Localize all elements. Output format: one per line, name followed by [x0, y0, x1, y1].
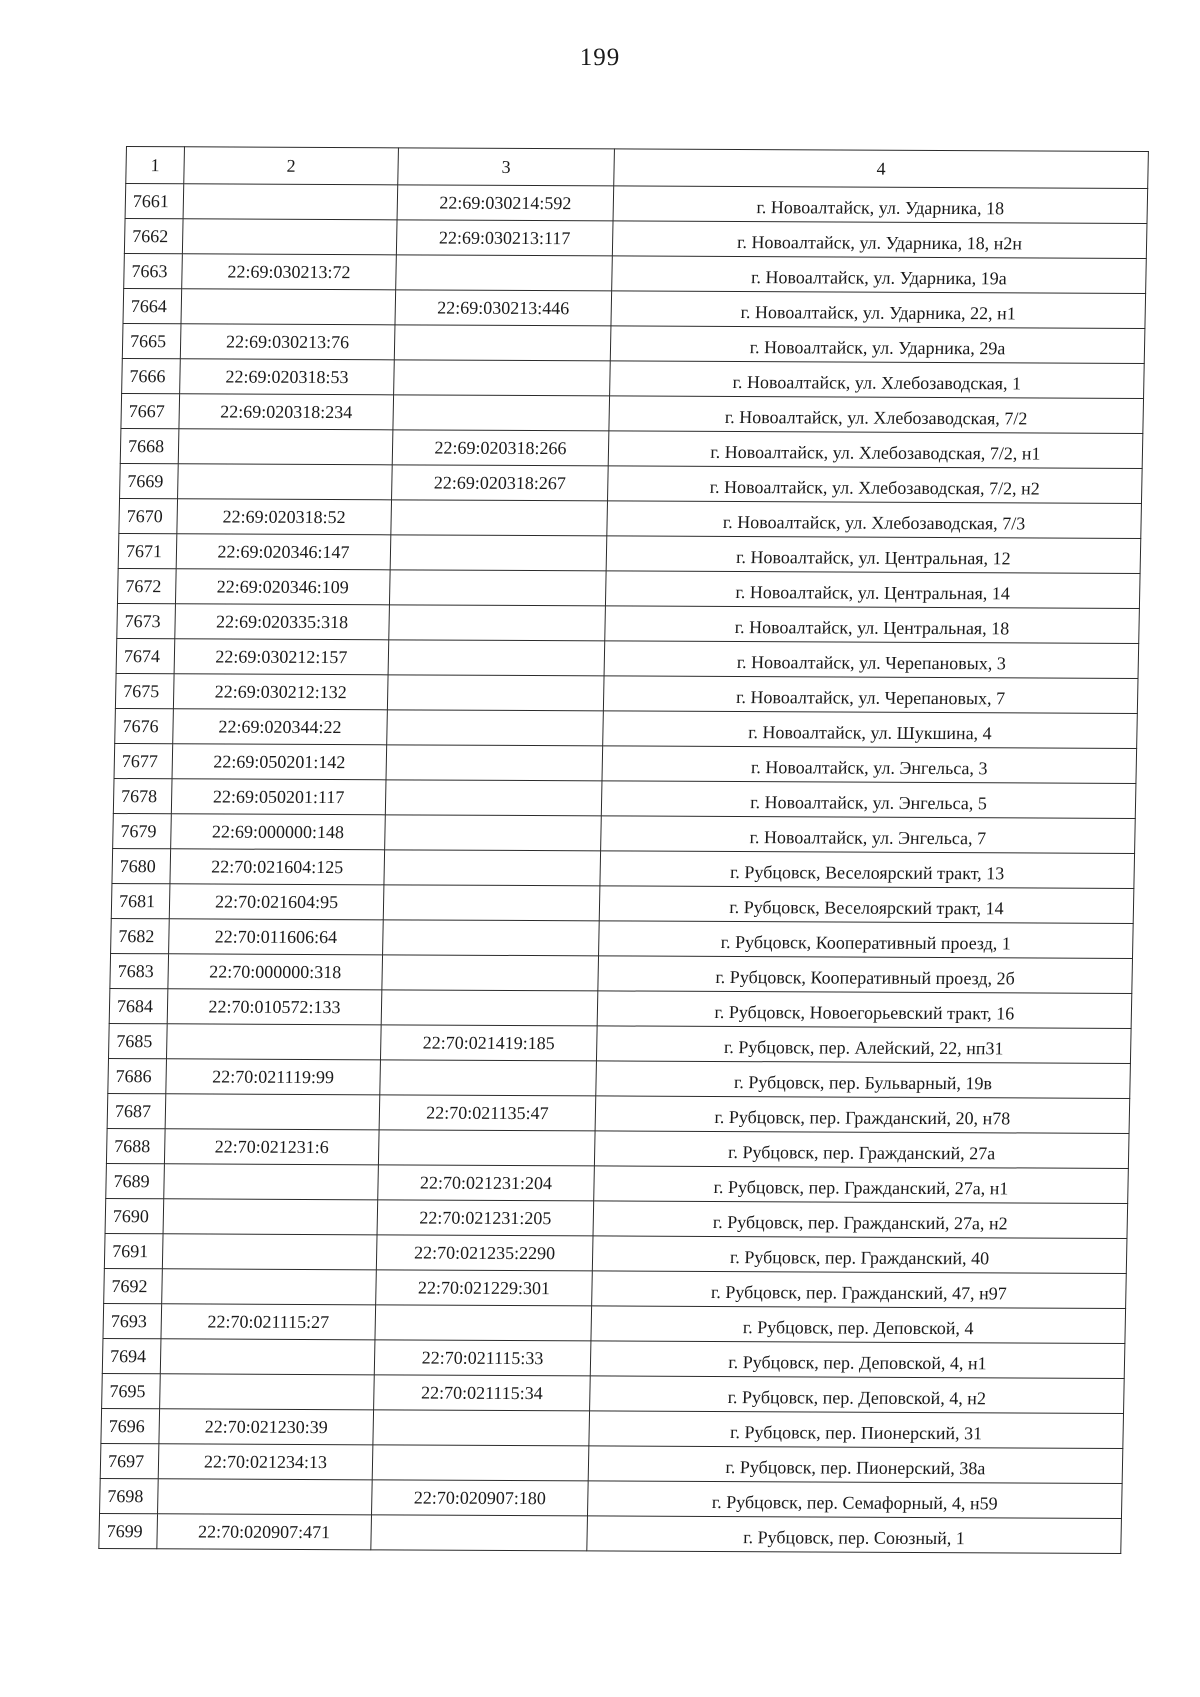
table-row [115, 673, 1138, 713]
address-cell: г. Новоалтайск, ул. Хлебозаводская, 7/3 [607, 501, 1142, 539]
cadastral-number-col2-cell: 22:69:030212:157 [174, 639, 389, 675]
address-cell: г. Новоалтайск, ул. Ударника, 18, н2н [612, 221, 1147, 259]
cadastral-number-col2-cell [178, 464, 393, 500]
row-number-cell: 7680 [112, 848, 171, 883]
cadastral-number-col2-cell: 22:70:021231:6 [164, 1129, 379, 1165]
address-cell: г. Рубцовск, пер. Пионерский, 31 [589, 1411, 1124, 1449]
cadastral-number-col3-cell [383, 885, 600, 921]
cadastral-number-col2-cell: 22:70:021119:99 [166, 1059, 381, 1095]
table-row [104, 1268, 1127, 1308]
cadastral-number-col3-cell: 22:70:021115:33 [374, 1340, 591, 1376]
address-cell: г. Новоалтайск, ул. Ударника, 19а [612, 256, 1147, 294]
cadastral-number-col3-cell [373, 1410, 590, 1446]
table-row [104, 1233, 1127, 1273]
cadastral-number-col3-cell [390, 535, 607, 571]
table-row [117, 603, 1140, 643]
table-row [109, 988, 1132, 1028]
table-row [111, 883, 1134, 923]
row-number-cell: 7670 [119, 498, 178, 533]
address-cell: г. Рубцовск, Веселоярский тракт, 13 [600, 851, 1135, 889]
cadastral-number-col3-cell [396, 255, 613, 291]
cadastral-number-col3-cell: 22:70:021135:47 [379, 1095, 596, 1131]
cadastral-number-col2-cell [163, 1199, 378, 1235]
row-number-cell: 7672 [117, 568, 176, 603]
cadastral-number-col3-cell [388, 640, 605, 676]
cadastral-number-col3-cell [385, 780, 602, 816]
address-cell: г. Новоалтайск, ул. Хлебозаводская, 7/2, н1 [608, 431, 1143, 469]
row-number-cell: 7687 [107, 1093, 166, 1128]
cadastral-number-col2-cell: 22:69:020335:318 [175, 604, 390, 640]
table-row [100, 1443, 1123, 1483]
address-cell: г. Рубцовск, Новоегорьевский тракт, 16 [597, 991, 1132, 1029]
cadastral-number-col3-cell [380, 1060, 597, 1096]
address-cell: г. Рубцовск, пер. Гражданский, 27а [594, 1131, 1129, 1169]
cadastral-number-col2-cell: 22:69:020318:234 [179, 394, 394, 430]
row-number-cell: 7681 [111, 883, 170, 918]
row-number-cell: 7674 [116, 638, 175, 673]
cadastral-number-col3-cell [387, 710, 604, 746]
row-number-cell: 7685 [109, 1023, 168, 1058]
table-row [100, 1478, 1123, 1518]
address-cell: г. Новоалтайск, ул. Хлебозаводская, 7/2 [609, 396, 1144, 434]
table-row [121, 393, 1144, 433]
table-row [106, 1163, 1129, 1203]
row-number-cell: 7684 [109, 988, 168, 1023]
cadastral-number-col3-cell [391, 500, 608, 536]
cadastral-number-col3-cell: 22:69:030213:117 [396, 220, 613, 256]
address-cell: г. Новоалтайск, ул. Энгельса, 7 [601, 816, 1136, 854]
address-cell: г. Рубцовск, пер. Бульварный, 19в [596, 1061, 1131, 1099]
cadastral-number-col2-cell [160, 1339, 375, 1375]
address-cell: г. Новоалтайск, ул. Черепановых, 3 [604, 641, 1139, 679]
table-row [123, 289, 1146, 329]
table-row [111, 918, 1134, 958]
cadastral-number-col3-cell: 22:70:020907:180 [372, 1480, 589, 1516]
row-number-cell: 7688 [106, 1128, 165, 1163]
cadastral-number-col3-cell [381, 990, 598, 1026]
cadastral-number-col2-cell: 22:70:021230:39 [159, 1409, 374, 1445]
row-number-cell: 7683 [110, 953, 169, 988]
cadastral-number-col2-cell: 22:69:030212:132 [173, 674, 388, 710]
table-row [113, 813, 1136, 853]
row-number-cell: 7697 [100, 1443, 159, 1478]
cadastral-number-col2-cell: 22:69:000000:148 [171, 814, 386, 850]
row-number-cell: 7682 [111, 918, 170, 953]
table-row [125, 184, 1148, 224]
cadastral-number-col3-cell [382, 955, 599, 991]
cadastral-number-col2-cell: 22:69:020318:53 [180, 359, 395, 395]
cadastral-number-col3-cell [383, 920, 600, 956]
cadastral-number-col2-cell [183, 184, 398, 220]
cadastral-number-col2-cell: 22:70:010572:133 [167, 989, 382, 1025]
cadastral-number-col3-cell: 22:70:021235:2290 [376, 1235, 593, 1271]
row-number-cell: 7675 [115, 673, 174, 708]
table-row [118, 533, 1141, 573]
address-cell: г. Рубцовск, пер. Деповской, 4, н2 [590, 1376, 1125, 1414]
cadastral-number-col3-cell [375, 1305, 592, 1341]
address-cell: г. Новоалтайск, ул. Центральная, 18 [605, 606, 1140, 644]
cadastral-number-col3-cell [393, 395, 610, 431]
row-number-cell: 7689 [106, 1163, 165, 1198]
cadastral-number-col3-cell [385, 815, 602, 851]
page-number: 199 [579, 44, 621, 71]
cadastral-number-col2-cell: 22:69:050201:142 [172, 744, 387, 780]
cadastral-number-col2-cell [181, 289, 396, 325]
cadastral-number-col3-cell: 22:69:030214:592 [397, 185, 614, 221]
address-cell: г. Рубцовск, пер. Гражданский, 20, н78 [595, 1096, 1130, 1134]
table-header [126, 147, 1149, 189]
row-number-cell: 7662 [124, 219, 183, 254]
address-cell: г. Рубцовск, пер. Гражданский, 27а, н2 [593, 1201, 1128, 1239]
address-cell: г. Рубцовск, пер. Деповской, 4, н1 [590, 1341, 1125, 1379]
cadastral-number-col2-cell: 22:70:000000:318 [168, 954, 383, 990]
table-row [101, 1408, 1124, 1448]
row-number-cell: 7696 [101, 1408, 160, 1443]
table-row [102, 1373, 1125, 1413]
registry-table [98, 146, 1149, 1554]
row-number-cell: 7673 [117, 603, 176, 638]
cadastral-number-col2-cell: 22:70:021604:95 [169, 884, 384, 920]
address-cell: г. Рубцовск, Кооперативный проезд, 1 [599, 921, 1134, 959]
cadastral-number-col3-cell [386, 745, 603, 781]
cadastral-number-col2-cell [178, 429, 393, 465]
row-number-cell: 7699 [99, 1513, 158, 1548]
cadastral-number-col3-cell [394, 360, 611, 396]
table-row [103, 1303, 1126, 1343]
table-row [124, 219, 1147, 259]
address-cell: г. Новоалтайск, ул. Хлебозаводская, 7/2, н2 [608, 466, 1143, 504]
cadastral-number-col2-cell [166, 1024, 381, 1060]
address-cell: г. Рубцовск, пер. Гражданский, 40 [592, 1236, 1127, 1274]
header-col-2: 2 [184, 147, 399, 185]
row-number-cell: 7671 [118, 533, 177, 568]
row-number-cell: 7678 [113, 778, 172, 813]
address-cell: г. Новоалтайск, ул. Энгельса, 3 [602, 746, 1137, 784]
table-row [108, 1058, 1131, 1098]
table-row [109, 1023, 1132, 1063]
cadastral-number-col2-cell: 22:69:020346:147 [176, 534, 391, 570]
table-row [117, 568, 1140, 608]
cadastral-number-col2-cell: 22:70:021234:13 [158, 1444, 373, 1480]
row-number-cell: 7679 [113, 813, 172, 848]
row-number-cell: 7690 [105, 1198, 164, 1233]
cadastral-number-col2-cell: 22:69:030213:72 [182, 254, 397, 290]
cadastral-number-col3-cell [387, 675, 604, 711]
cadastral-number-col2-cell [165, 1094, 380, 1130]
cadastral-number-col3-cell [389, 570, 606, 606]
table-row [122, 324, 1145, 364]
table-row [106, 1128, 1129, 1168]
address-cell: г. Новоалтайск, ул. Ударника, 18 [613, 186, 1148, 224]
cadastral-number-col3-cell [394, 325, 611, 361]
cadastral-number-col2-cell: 22:69:030213:76 [180, 324, 395, 360]
cadastral-number-col2-cell: 22:70:020907:471 [157, 1514, 372, 1550]
cadastral-number-col2-cell [160, 1374, 375, 1410]
cadastral-number-col3-cell: 22:70:021419:185 [380, 1025, 597, 1061]
table-row [113, 778, 1136, 818]
table-row [115, 708, 1138, 748]
cadastral-number-col2-cell [162, 1234, 377, 1270]
address-cell: г. Новоалтайск, ул. Центральная, 12 [606, 536, 1141, 574]
row-number-cell: 7676 [115, 708, 174, 743]
cadastral-number-col3-cell: 22:69:020318:267 [392, 465, 609, 501]
address-cell: г. Рубцовск, пер. Деповской, 4 [591, 1306, 1126, 1344]
address-cell: г. Рубцовск, пер. Семафорный, 4, н59 [587, 1481, 1122, 1519]
row-number-cell: 7695 [102, 1373, 161, 1408]
cadastral-number-col3-cell: 22:69:020318:266 [392, 430, 609, 466]
cadastral-number-col3-cell [372, 1445, 589, 1481]
cadastral-number-col3-cell [378, 1130, 595, 1166]
cadastral-number-col3-cell [384, 850, 601, 886]
row-number-cell: 7669 [120, 463, 179, 498]
table-row [120, 428, 1143, 468]
header-col-4: 4 [614, 149, 1149, 189]
address-cell: г. Рубцовск, пер. Алейский, 22, нп31 [596, 1026, 1131, 1064]
cadastral-number-col2-cell [158, 1479, 373, 1515]
row-number-cell: 7693 [103, 1303, 162, 1338]
row-number-cell: 7661 [125, 184, 184, 219]
cadastral-number-col2-cell [162, 1269, 377, 1305]
cadastral-number-col3-cell: 22:70:021115:34 [374, 1375, 591, 1411]
table-row [105, 1198, 1128, 1238]
row-number-cell: 7663 [124, 254, 183, 289]
row-number-cell: 7667 [121, 393, 180, 428]
table-row [112, 848, 1135, 888]
header-col-3: 3 [398, 148, 615, 186]
table-row [114, 743, 1137, 783]
table-row [116, 638, 1139, 678]
cadastral-number-col2-cell: 22:70:021604:125 [170, 849, 385, 885]
row-number-cell: 7664 [123, 289, 182, 324]
cadastral-number-col2-cell: 22:69:050201:117 [171, 779, 386, 815]
table-row [119, 498, 1142, 538]
cadastral-number-col2-cell: 22:70:021115:27 [161, 1304, 376, 1340]
row-number-cell: 7665 [122, 324, 181, 359]
address-cell: г. Рубцовск, Веселоярский тракт, 14 [599, 886, 1134, 924]
address-cell: г. Новоалтайск, ул. Черепановых, 7 [603, 676, 1138, 714]
cadastral-number-col3-cell: 22:69:030213:446 [395, 290, 612, 326]
cadastral-number-col3-cell: 22:70:021229:301 [376, 1270, 593, 1306]
cadastral-number-col3-cell [371, 1515, 588, 1551]
table-row [102, 1338, 1125, 1378]
address-cell: г. Рубцовск, пер. Союзный, 1 [587, 1516, 1122, 1554]
cadastral-number-col2-cell: 22:69:020346:109 [175, 569, 390, 605]
row-number-cell: 7666 [122, 358, 181, 393]
cadastral-number-col3-cell [389, 605, 606, 641]
address-cell: г. Новоалтайск, ул. Центральная, 14 [605, 571, 1140, 609]
address-cell: г. Новоалтайск, ул. Энгельса, 5 [601, 781, 1136, 819]
address-cell: г. Новоалтайск, ул. Ударника, 22, н1 [611, 291, 1146, 329]
address-cell: г. Новоалтайск, ул. Ударника, 29а [610, 326, 1145, 364]
address-cell: г. Новоалтайск, ул. Шукшина, 4 [603, 711, 1138, 749]
row-number-cell: 7692 [104, 1268, 163, 1303]
cadastral-number-col2-cell [164, 1164, 379, 1200]
row-number-cell: 7694 [102, 1338, 161, 1373]
cadastral-number-col2-cell: 22:70:011606:64 [169, 919, 384, 955]
table-row [120, 463, 1143, 503]
row-number-cell: 7686 [108, 1058, 167, 1093]
table-row [99, 1513, 1122, 1553]
address-cell: г. Рубцовск, пер. Гражданский, 27а, н1 [594, 1166, 1129, 1204]
table-row [124, 254, 1147, 294]
header-col-1: 1 [126, 147, 185, 184]
table-body [99, 184, 1148, 1554]
row-number-cell: 7668 [120, 428, 179, 463]
table-row [110, 953, 1133, 993]
table-row [107, 1093, 1130, 1133]
header-row [126, 147, 1149, 189]
cadastral-number-col2-cell: 22:69:020318:52 [177, 499, 392, 535]
cadastral-number-col3-cell: 22:70:021231:204 [378, 1165, 595, 1201]
row-number-cell: 7698 [100, 1478, 159, 1513]
address-cell: г. Рубцовск, Кооперативный проезд, 2б [598, 956, 1133, 994]
cadastral-number-col2-cell [182, 219, 397, 255]
address-cell: г. Новоалтайск, ул. Хлебозаводская, 1 [610, 361, 1145, 399]
row-number-cell: 7691 [104, 1233, 163, 1268]
table-row [122, 358, 1145, 398]
cadastral-number-col3-cell: 22:70:021231:205 [377, 1200, 594, 1236]
address-cell: г. Рубцовск, пер. Гражданский, 47, н97 [592, 1271, 1127, 1309]
cadastral-number-col2-cell: 22:69:020344:22 [173, 709, 388, 745]
row-number-cell: 7677 [114, 743, 173, 778]
address-cell: г. Рубцовск, пер. Пионерский, 38а [588, 1446, 1123, 1484]
